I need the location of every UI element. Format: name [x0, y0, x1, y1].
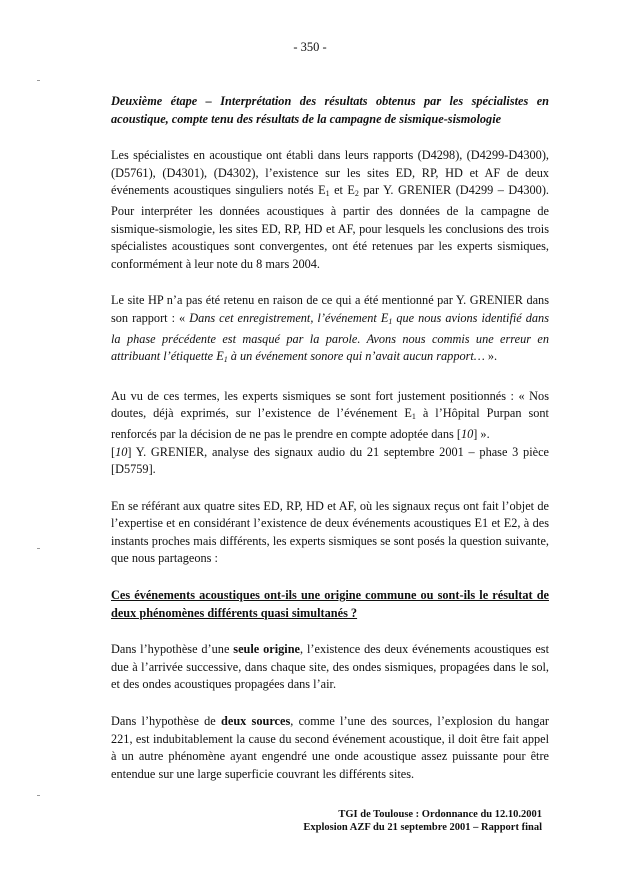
footer-line-1: TGI de Toulouse : Ordonnance du 12.10.2001 — [338, 809, 542, 820]
footer-line-2: Explosion AZF du 21 septembre 2001 – Rapport final — [303, 822, 542, 833]
page-number: - 350 - — [293, 40, 327, 54]
margin-mark — [37, 80, 40, 81]
paragraph-single-origin: Dans l’hypothèse d’une seule origine, l’existence des deux événements acoustiques est due à l’arrivée successive, dans chaque site, des ondes sismiques, propagées dans le sol, et des ondes acoustiques propagées dans l’air. — [111, 642, 549, 692]
paragraph-site-hp: Le site HP n’a pas été retenu en raison de ce qui a été mentionné par Y. GRENIER dans son rapport : « Dans cet enregistrement, l’événement $E_1$ que nous avions identifié dans la phase précédente est masqué par la parole. Avons nous commis une erreur en attribuant l’étiquette $E_1$ à un événement sonore qui n’avait aucun rapport… ». — [111, 293, 549, 365]
paragraph-seismic-experts: Au vu de ces termes, les experts sismiques se sont fort justement positionnés : « Nos doutes, déjà exprimés, sur l’existence de l’événement $E_1$ à l’Hôpital Purpan sont renforcés par la décision de ne pas le prendre en compte adoptée dans [10] ». — [111, 388, 549, 441]
paragraph-four-sites: En se référant aux quatre sites ED, RP, HD et AF, où les signaux reçus ont fait l’objet de l’expertise et en considérant l’existence de deux événements acoustiques E1 et E2, à des instants proches mais différents, les experts sismiques se sont posés la question suivante, que nous partageons : — [111, 498, 549, 566]
margin-mark — [37, 795, 40, 796]
page-footer — [303, 808, 542, 834]
key-question: Ces événements acoustiques ont-ils une origine commune ou sont-ils le résultat de deux phénomènes différents quasi simultanés ? — [111, 588, 549, 620]
margin-mark — [37, 548, 40, 549]
paragraph-two-sources: Dans l’hypothèse de deux sources, comme l’une des sources, l’explosion du hangar 221, est indubitablement la cause du second événement acoustique, il doit être fait appel à un autre phénomène ayant engendré une onde acoustique assez puissante pour être entendue sur une large superficie couvrant les différents sites. — [111, 714, 549, 781]
section-heading: Deuxième étape – Interprétation des résultats obtenus par les spécialistes en acoustique, compte tenu des résultats de la campagne de sismique-sismologie — [111, 94, 549, 126]
reference-note: [10] Y. GRENIER, analyse des signaux audio du 21 septembre 2001 – phase 3 pièce [D5759]. — [111, 444, 549, 477]
document-body — [111, 93, 549, 802]
paragraph-acoustic-reports: Les spécialistes en acoustique ont établi dans leurs rapports (D4298), (D4299-D4300), (D5761), (D4301), (D4302), l’existence sur les sites ED, RP, HD et AF de deux événements acoustiques singuliers notés $E_1$ et $E_2$ par Y. GRENIER (D4299 – D4300). Pour interpréter les données acoustiques à partir des données de la campagne de sismique-sismologie, les sites ED, RP, HD et AF, pour lesquels les conclusions des trois spécialistes acoustiques sont convergentes, ont été retenues par les experts sismiques, conformément à leur note du 8 mars 2004. — [111, 148, 549, 271]
